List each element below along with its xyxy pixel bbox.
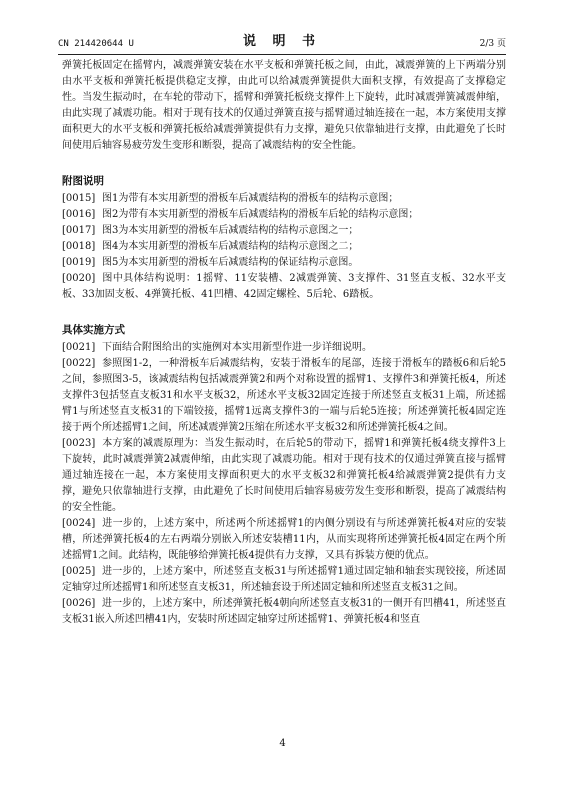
document-body (62, 58, 506, 628)
para-text: 图中具体结构说明：1摇臂、11安装槽、2减震弹簧、3支撑件、31竖直支板、32水平支板、33加固支板、4弹簧托板、41凹槽、42固定螺栓、5后轮、6踏板。 (62, 273, 506, 300)
page-header (58, 34, 506, 51)
para-tag: [0025] (62, 566, 96, 577)
para-tag: [0020] (62, 273, 96, 284)
figure-item (62, 271, 506, 303)
para-text: 进一步的，上述方案中，所述竖直支板31与所述摇臂1通过固定轴和轴套实现铰接，所述固定轴穿过所述摇臂1和所述竖直支板31，所述轴套设于所述固定轴和所述竖直支板31之间。 (62, 566, 506, 593)
doc-number: CN 214420644 U (58, 39, 134, 49)
para-text: 参照图1-2，一种滑板车后减震结构，安装于滑板车的尾部，连接于滑板车的踏板6和后轮5之间，参照图3-5，该减震结构包括减震弹簧2和两个对称设置的摇臂1、支撑件3和弹簧托板4，所述支撑件3包括竖直支板31和水平支板32，所述水平支板32固定连接于所述竖直支板31上端，所述摇臂1与所述竖直支板31的下端铰接，摇臂1远离支撑件3的一端与后轮5连接；所述弹簧托板4固定连接于两个所述摇臂1之间，所述减震弹簧2压缩在所述水平支板32和所述弹簧托板4之间。 (62, 358, 506, 433)
para-tag: [0015] (62, 193, 96, 204)
para-text: 下面结合附图给出的实施例对本实用新型作进一步详细说明。 (102, 342, 372, 353)
para-tag: [0026] (62, 598, 96, 609)
para-text: 本方案的减震原理为：当发生振动时，在后轮5的带动下，摇臂1和弹簧托板4绕支撑件3上下旋转，此时减震弹簧2减震伸缩，由此实现了减震功能。相对于现有技术的仅通过弹簧直接与摇臂通过轴连接在一起，本方案使用支撑面积更大的水平支板32和弹簧托板4给减震弹簧2提供有力支撑，避免只依靠轴进行支撑，由此避免了长时间使用后轴容易疲劳发生变形和断裂，提高了减震结构的安全性能。 (62, 438, 506, 513)
embodiment-item (62, 340, 506, 356)
para-text: 进一步的，上述方案中，所述两个所述摇臂1的内侧分别设有与所述弹簧托板4对应的安装槽，所述弹簧托板4的左右两端分别嵌入所述安装槽11内，从而实现将所述弹簧托板4固定在两个所述摇臂1之间。此结构，既能够给弹簧托板4提供有力支撑，又具有拆装方便的优点。 (62, 518, 506, 561)
figure-item (62, 255, 506, 271)
embodiment-item (62, 564, 506, 596)
intro-paragraph: 弹簧托板固定在摇臂内，减震弹簧安装在水平支板和弹簧托板之间，由此，减震弹簧的上下两端分别由水平支板和弹簧托板提供稳定支撑，由此可以给减震弹簧提供大面积支撑，有效提高了支撑稳定性。当发生振动时，在车轮的带动下，摇臂和弹簧托板绕支撑件上下旋转，此时减震弹簧减震伸缩，由此实现了减震功能。相对于现有技术的仅通过弹簧直接与摇臂通过轴连接在一起，本方案使用支撑面积更大的水平支板和弹簧托板给减震弹簧提供有力支撑，避免只依靠轴进行支撑，由此避免了长时间使用后轴容易疲劳发生变形和断裂，提高了减震结构的安全性能。 (62, 60, 506, 151)
para-tag: [0018] (62, 241, 96, 252)
para-text: 图1为带有本实用新型的滑板车后减震结构的滑板车的结构示意图； (102, 193, 399, 204)
para-text: 图2为带有本实用新型的滑板车后减震结构的滑板车后轮的结构示意图； (102, 209, 419, 220)
header-rule (58, 54, 506, 55)
embodiment-item (62, 596, 506, 628)
para-text: 图4为本实用新型的滑板车后减震结构的结构示意图之二； (102, 241, 359, 252)
para-tag: [0023] (62, 438, 96, 449)
para-tag: [0022] (62, 358, 96, 369)
para-text: 进一步的，上述方案中，所述弹簧托板4朝向所述竖直支板31的一侧开有凹槽41，所述竖直支板31嵌入所述凹槽41内，安装时所述固定轴穿过所述摇臂1、弹簧托板4和竖直 (62, 598, 506, 625)
embodiment-item (62, 436, 506, 516)
para-text: 图5为本实用新型的滑板车后减震结构的保证结构示意图。 (102, 257, 359, 268)
figure-item (62, 239, 506, 255)
figure-item (62, 191, 506, 207)
page-of: 2/3 页 (479, 39, 506, 49)
figures-section-title: 附图说明 (62, 175, 104, 187)
doc-title: 说 明 书 (242, 34, 322, 49)
para-tag: [0024] (62, 518, 96, 529)
embodiment-item (62, 516, 506, 564)
embodiment-item (62, 356, 506, 436)
figure-item (62, 223, 506, 239)
page-number: 4 (279, 738, 286, 749)
para-tag: [0019] (62, 257, 96, 268)
figure-item (62, 207, 506, 223)
para-tag: [0021] (62, 342, 96, 353)
para-tag: [0016] (62, 209, 96, 220)
embodiment-section-title: 具体实施方式 (62, 324, 125, 336)
figures-list (62, 191, 506, 303)
embodiment-list (62, 340, 506, 628)
para-text: 图3为本实用新型的滑板车后减震结构的结构示意图之一； (102, 225, 359, 236)
para-tag: [0017] (62, 225, 96, 236)
